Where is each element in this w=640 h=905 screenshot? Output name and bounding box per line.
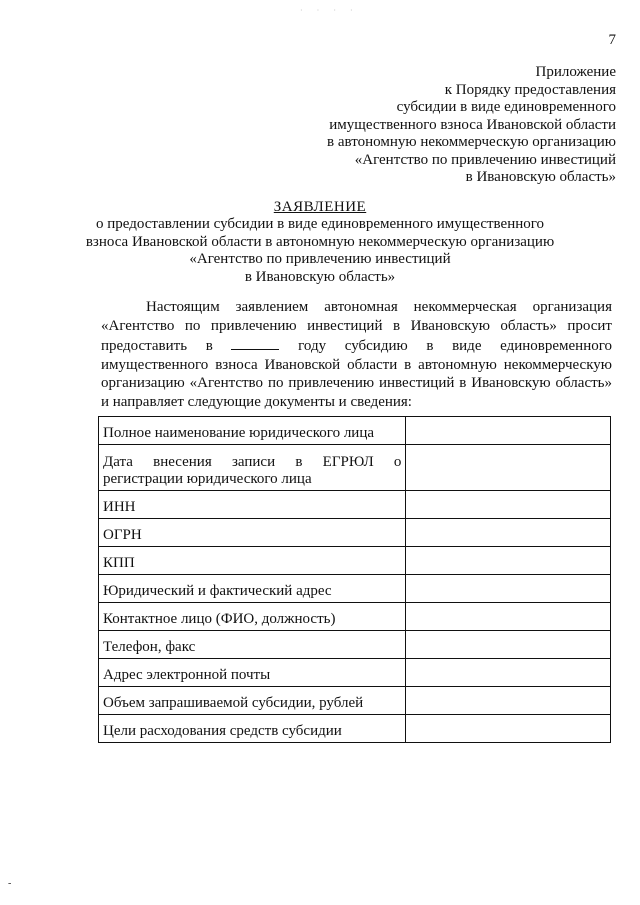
row-value [406, 631, 611, 659]
row-value [406, 519, 611, 547]
table-row [99, 491, 611, 519]
row-value [406, 445, 611, 491]
title-block [40, 198, 600, 286]
appendix-line: субсидии в виде единовременного [396, 99, 616, 115]
row-label: КПП [99, 547, 406, 575]
table-row [99, 445, 611, 491]
row-value [406, 547, 611, 575]
subtitle-line: о предоставлении субсидии в виде единовременного имущественного [95, 216, 545, 232]
appendix-line: в Ивановскую область» [465, 169, 616, 185]
scan-mark: - [8, 878, 12, 889]
appendix-line: Приложение [535, 64, 616, 80]
scan-marks: · · · · [300, 6, 359, 15]
appendix-heading [327, 64, 616, 187]
table-row [99, 659, 611, 687]
page-number: 7 [608, 32, 616, 48]
document-title: ЗАЯВЛЕНИЕ [273, 199, 367, 215]
table-row [99, 715, 611, 743]
subtitle-line: «Агентство по привлечению инвестиций [189, 251, 451, 267]
row-value [406, 417, 611, 445]
row-label: Юридический и фактический адрес [99, 575, 406, 603]
row-label: Полное наименование юридического лица [99, 417, 406, 445]
year-blank-line [231, 335, 279, 350]
table-row [99, 547, 611, 575]
paragraph-text-start: Настоящим заявлением автономная некоммерческая организация «Агентство по привлечению инвестиций в Ивановскую область» просит предоставить в [101, 299, 612, 354]
request-paragraph [101, 298, 612, 411]
appendix-line: в автономную некоммерческую организацию [327, 134, 616, 150]
appendix-line: имущественного взноса Ивановской области [329, 116, 616, 133]
row-label: ИНН [99, 491, 406, 519]
row-value [406, 575, 611, 603]
row-value [406, 659, 611, 687]
row-label: Телефон, факс [99, 631, 406, 659]
row-value [406, 603, 611, 631]
table-row [99, 687, 611, 715]
table-row [99, 417, 611, 445]
row-label: Адрес электронной почты [99, 659, 406, 687]
table-row [99, 519, 611, 547]
table-row [99, 631, 611, 659]
row-label: Цели расходования средств субсидии [99, 715, 406, 743]
row-value [406, 687, 611, 715]
table-row [99, 575, 611, 603]
row-value [406, 715, 611, 743]
appendix-line: к Порядку предоставления [444, 81, 616, 98]
appendix-line: «Агентство по привлечению инвестиций [354, 151, 616, 168]
row-label: ОГРН [99, 519, 406, 547]
row-label: Контактное лицо (ФИО, должность) [99, 603, 406, 631]
row-label: Объем запрашиваемой субсидии, рублей [99, 687, 406, 715]
paragraph-text-end: году субсидию в виде единовременного имущественного взноса Ивановской области в автономную некоммерческую организацию «Агентство по привлечению инвестиций в Ивановскую область» и направляет следующие документы и сведения: [101, 338, 613, 410]
subtitle-line: взноса Ивановской области в автономную некоммерческую организацию [85, 233, 555, 250]
subtitle-line: в Ивановскую область» [244, 268, 396, 285]
table-row [99, 603, 611, 631]
row-value [406, 491, 611, 519]
applicant-info-table [98, 416, 611, 743]
row-label: Дата внесения записи в ЕГРЮЛ о регистрации юридического лица [99, 445, 406, 491]
